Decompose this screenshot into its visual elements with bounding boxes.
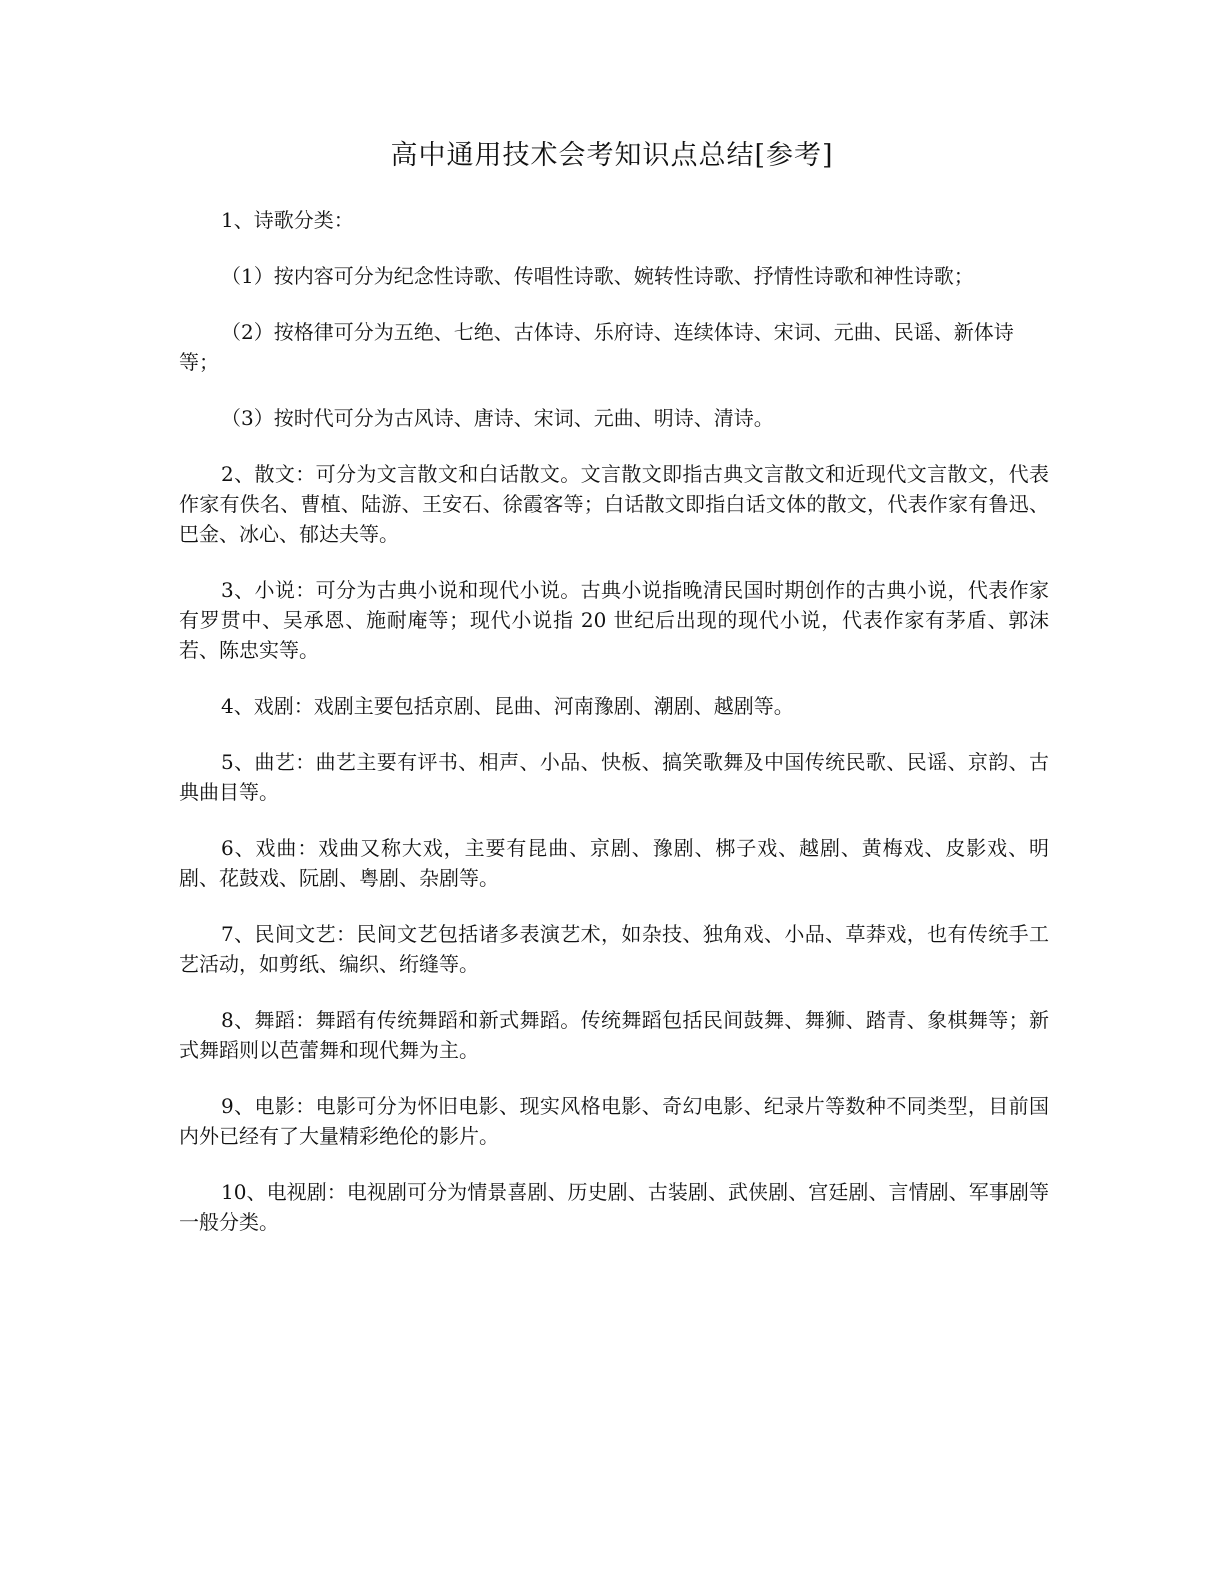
section-novel: 3、小说：可分为古典小说和现代小说。古典小说指晚清民国时期创作的古典小说，代表作家有罗贯中、吴承恩、施耐庵等；现代小说指 20 世纪后出现的现代小说，代表作家有茅盾、郭沫若、陈忠实等。 (179, 578, 1049, 662)
section-quyi: 5、曲艺：曲艺主要有评书、相声、小品、快板、搞笑歌舞及中国传统民歌、民谣、京韵、古典曲目等。 (179, 750, 1049, 804)
section-tv-drama: 10、电视剧：电视剧可分为情景喜剧、历史剧、古装剧、武侠剧、宫廷剧、言情剧、军事剧等一般分类。 (179, 1180, 1049, 1234)
poetry-by-era: （3）按时代可分为古风诗、唐诗、宋词、元曲、明诗、清诗。 (221, 406, 774, 430)
section-1-heading: 1、诗歌分类： (221, 208, 354, 232)
section-dance: 8、舞蹈：舞蹈有传统舞蹈和新式舞蹈。传统舞蹈包括民间鼓舞、舞狮、踏青、象棋舞等；新式舞蹈则以芭蕾舞和现代舞为主。 (179, 1008, 1049, 1062)
section-folk-art: 7、民间文艺：民间文艺包括诸多表演艺术，如杂技、独角戏、小品、草莽戏，也有传统手工艺活动，如剪纸、编织、绗缝等。 (179, 922, 1049, 976)
section-prose: 2、散文：可分为文言散文和白话散文。文言散文即指古典文言散文和近现代文言散文，代表作家有佚名、曹植、陆游、王安石、徐霞客等；白话散文即指白话文体的散文，代表作家有鲁迅、巴金、冰心、郁达夫等。 (179, 462, 1049, 546)
document-title: 高中通用技术会考知识点总结[参考] (390, 140, 834, 171)
poetry-by-content: （1）按内容可分为纪念性诗歌、传唱性诗歌、婉转性诗歌、抒情性诗歌和神性诗歌； (221, 264, 974, 288)
document-body (179, 205, 1049, 1263)
poetry-by-meter: （2）按格律可分为五绝、七绝、古体诗、乐府诗、连续体诗、宋词、元曲、民谣、新体诗等； (179, 320, 1014, 374)
section-film: 9、电影：电影可分为怀旧电影、现实风格电影、奇幻电影、纪录片等数种不同类型，目前国内外已经有了大量精彩绝伦的影片。 (179, 1094, 1049, 1148)
section-opera: 6、戏曲：戏曲又称大戏，主要有昆曲、京剧、豫剧、梆子戏、越剧、黄梅戏、皮影戏、明剧、花鼓戏、阮剧、粤剧、杂剧等。 (179, 836, 1049, 890)
section-drama: 4、戏剧：戏剧主要包括京剧、昆曲、河南豫剧、潮剧、越剧等。 (221, 694, 794, 718)
